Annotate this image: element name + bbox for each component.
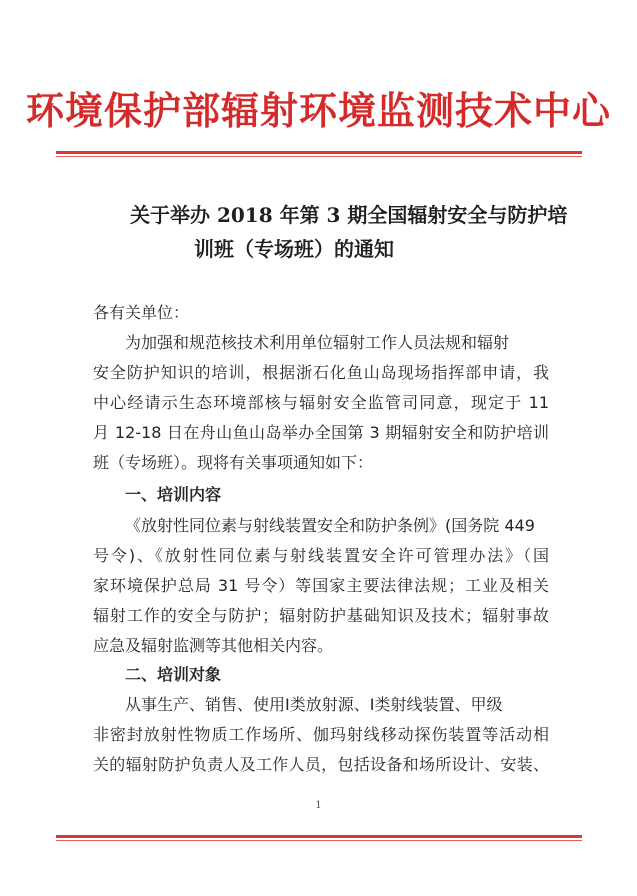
salutation: 各有关单位： xyxy=(93,303,190,322)
section-1-line: 辐射工作的安全与防护；辐射防护基础知识及技术；辐射事故 xyxy=(93,606,549,625)
page-number: 1 xyxy=(315,800,322,811)
intro-line: 中心经请示生态环境部核与辐射安全监管司同意，现定于 11 xyxy=(93,393,549,412)
section-1-line: 《放射性同位素与射线装置安全和防护条例》(国务院 449 xyxy=(125,516,535,535)
section-1-line: 家环境保护总局 31 号令）等国家主要法律法规；工业及相关 xyxy=(93,576,549,595)
footer-rule xyxy=(56,835,582,838)
header-rule xyxy=(56,151,582,154)
org-title: 环境保护部辐射环境监测技术中心 xyxy=(25,88,611,133)
footer-rule-thin xyxy=(56,840,582,841)
notice-title-line-2: 训班（专场班）的通知 xyxy=(194,237,394,261)
intro-line: 月 12-18 日在舟山鱼山岛举办全国第 3 期辐射安全和防护培训 xyxy=(93,423,549,442)
intro-line: 为加强和规范核技术利用单位辐射工作人员法规和辐射 xyxy=(125,333,510,352)
section-2-line: 关的辐射防护负责人及工作人员，包括设备和场所设计、安装、 xyxy=(93,755,549,774)
section-1-line: 应急及辐射监测等其他相关内容。 xyxy=(93,636,334,655)
section-1-line: 号令)、《放射性同位素与射线装置安全许可管理办法》（国 xyxy=(93,546,549,565)
notice-title xyxy=(130,198,570,266)
section-1-heading: 一、培训内容 xyxy=(125,485,222,504)
intro-line: 安全防护知识的培训，根据浙石化鱼山岛现场指挥部申请，我 xyxy=(93,363,549,382)
header-rule-thin xyxy=(56,156,582,157)
notice-title-line-1: 关于举办 2018 年第 3 期全国辐射安全与防护培 xyxy=(130,203,568,227)
intro-line: 班（专场班）。现将有关事项通知如下： xyxy=(93,453,374,472)
section-2-line: 从事生产、销售、使用Ⅰ类放射源、Ⅰ类射线装置、甲级 xyxy=(125,695,503,714)
section-2-heading: 二、培训对象 xyxy=(125,665,222,684)
section-2-line: 非密封放射性物质工作场所、伽玛射线移动探伤装置等活动相 xyxy=(93,725,549,744)
